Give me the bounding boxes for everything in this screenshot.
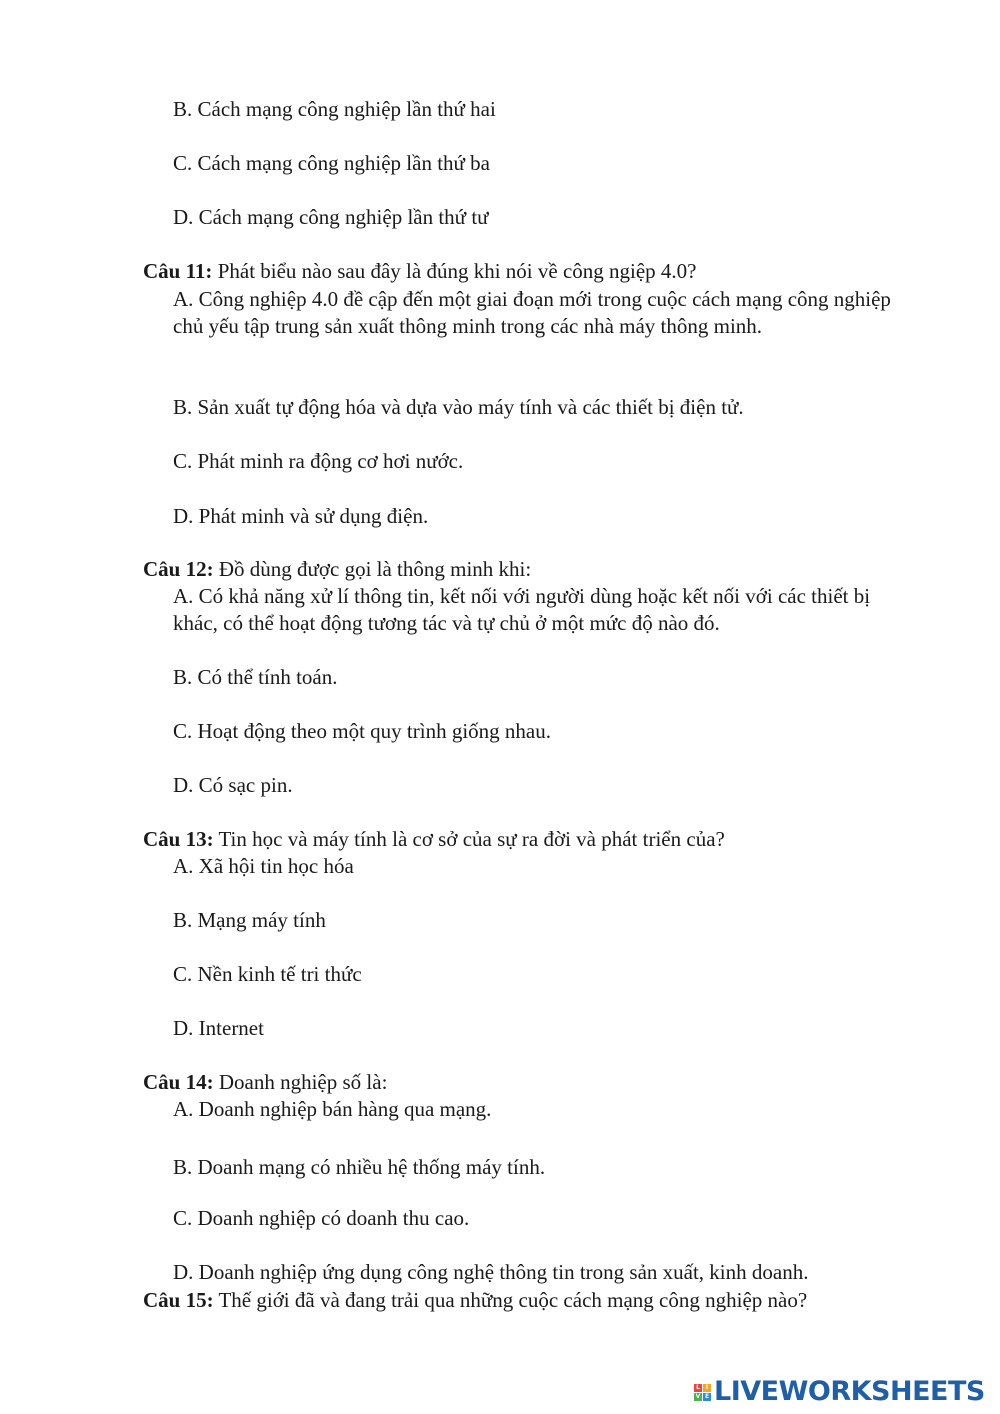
q12-option-d: D. Có sạc pin. bbox=[173, 773, 293, 797]
q10-option-c: C. Cách mạng công nghiệp lần thứ ba bbox=[173, 151, 490, 175]
q12-label: Câu 12: bbox=[143, 557, 214, 581]
q15-question bbox=[143, 1287, 807, 1313]
q14-option-d: D. Doanh nghiệp ứng dụng công nghệ thông tin trong sản xuất, kinh doanh. bbox=[173, 1260, 809, 1284]
q11-option-d: D. Phát minh và sử dụng điện. bbox=[173, 504, 429, 528]
q12-option-a: A. Có khả năng xử lí thông tin, kết nối với người dùng hoặc kết nối với các thiết bị khác, có thể hoạt động tương tác và tự chủ ở một mức độ nào đó. bbox=[173, 584, 871, 635]
q11-question bbox=[143, 258, 697, 284]
q11-option-a: A. Công nghiệp 4.0 đề cập đến một giai đoạn mới trong cuộc cách mạng công nghiệp chủ yếu tập trung sản xuất thông minh trong các nhà máy thông minh. bbox=[173, 287, 891, 338]
q14-option-a: A. Doanh nghiệp bán hàng qua mạng. bbox=[173, 1097, 492, 1121]
q12-text: Đồ dùng được gọi là thông minh khi: bbox=[213, 557, 532, 581]
q13-option-b: B. Mạng máy tính bbox=[173, 908, 326, 932]
liveworksheets-logo bbox=[694, 1376, 985, 1406]
q14-option-c: C. Doanh nghiệp có doanh thu cao. bbox=[173, 1206, 470, 1230]
q12-option-c: C. Hoạt động theo một quy trình giống nhau. bbox=[173, 719, 551, 743]
q11-option-b: B. Sản xuất tự động hóa và dựa vào máy tính và các thiết bị điện tử. bbox=[173, 395, 744, 419]
logo-cell: I bbox=[703, 1384, 711, 1392]
q14-label: Câu 14: bbox=[143, 1070, 214, 1094]
q10-option-b: B. Cách mạng công nghiệp lần thứ hai bbox=[173, 97, 496, 121]
q15-label: Câu 15: bbox=[143, 1288, 214, 1312]
q12-option-b: B. Có thể tính toán. bbox=[173, 665, 338, 689]
q13-question bbox=[143, 826, 725, 852]
q14-option-b: B. Doanh mạng có nhiều hệ thống máy tính. bbox=[173, 1155, 546, 1179]
logo-cell: V bbox=[695, 1392, 701, 1400]
q13-option-d: D. Internet bbox=[173, 1016, 264, 1040]
q11-label: Câu 11: bbox=[143, 259, 213, 283]
q12-question bbox=[143, 556, 531, 582]
q10-option-d: D. Cách mạng công nghiệp lần thứ tư bbox=[173, 205, 489, 229]
q11-text: Phát biểu nào sau đây là đúng khi nói về công ngiệp 4.0? bbox=[212, 259, 697, 283]
q13-option-a: A. Xã hội tin học hóa bbox=[173, 854, 354, 878]
q11-option-c: C. Phát minh ra động cơ hơi nước. bbox=[173, 449, 464, 473]
q15-text: Thế giới đã và đang trải qua những cuộc cách mạng công nghiệp nào? bbox=[213, 1288, 808, 1312]
q13-option-c: C. Nền kinh tế tri thức bbox=[173, 962, 362, 986]
q13-label: Câu 13: bbox=[143, 827, 214, 851]
logo-cell: L bbox=[694, 1384, 702, 1392]
brand-name: LIVEWORKSHEETS bbox=[714, 1375, 985, 1407]
logo-cell: E bbox=[704, 1392, 710, 1400]
logo-grid-icon bbox=[694, 1384, 711, 1401]
q14-question bbox=[143, 1069, 387, 1095]
q13-text: Tin học và máy tính là cơ sở của sự ra đời và phát triển của? bbox=[213, 827, 725, 851]
q14-text: Doanh nghiệp số là: bbox=[213, 1070, 388, 1094]
